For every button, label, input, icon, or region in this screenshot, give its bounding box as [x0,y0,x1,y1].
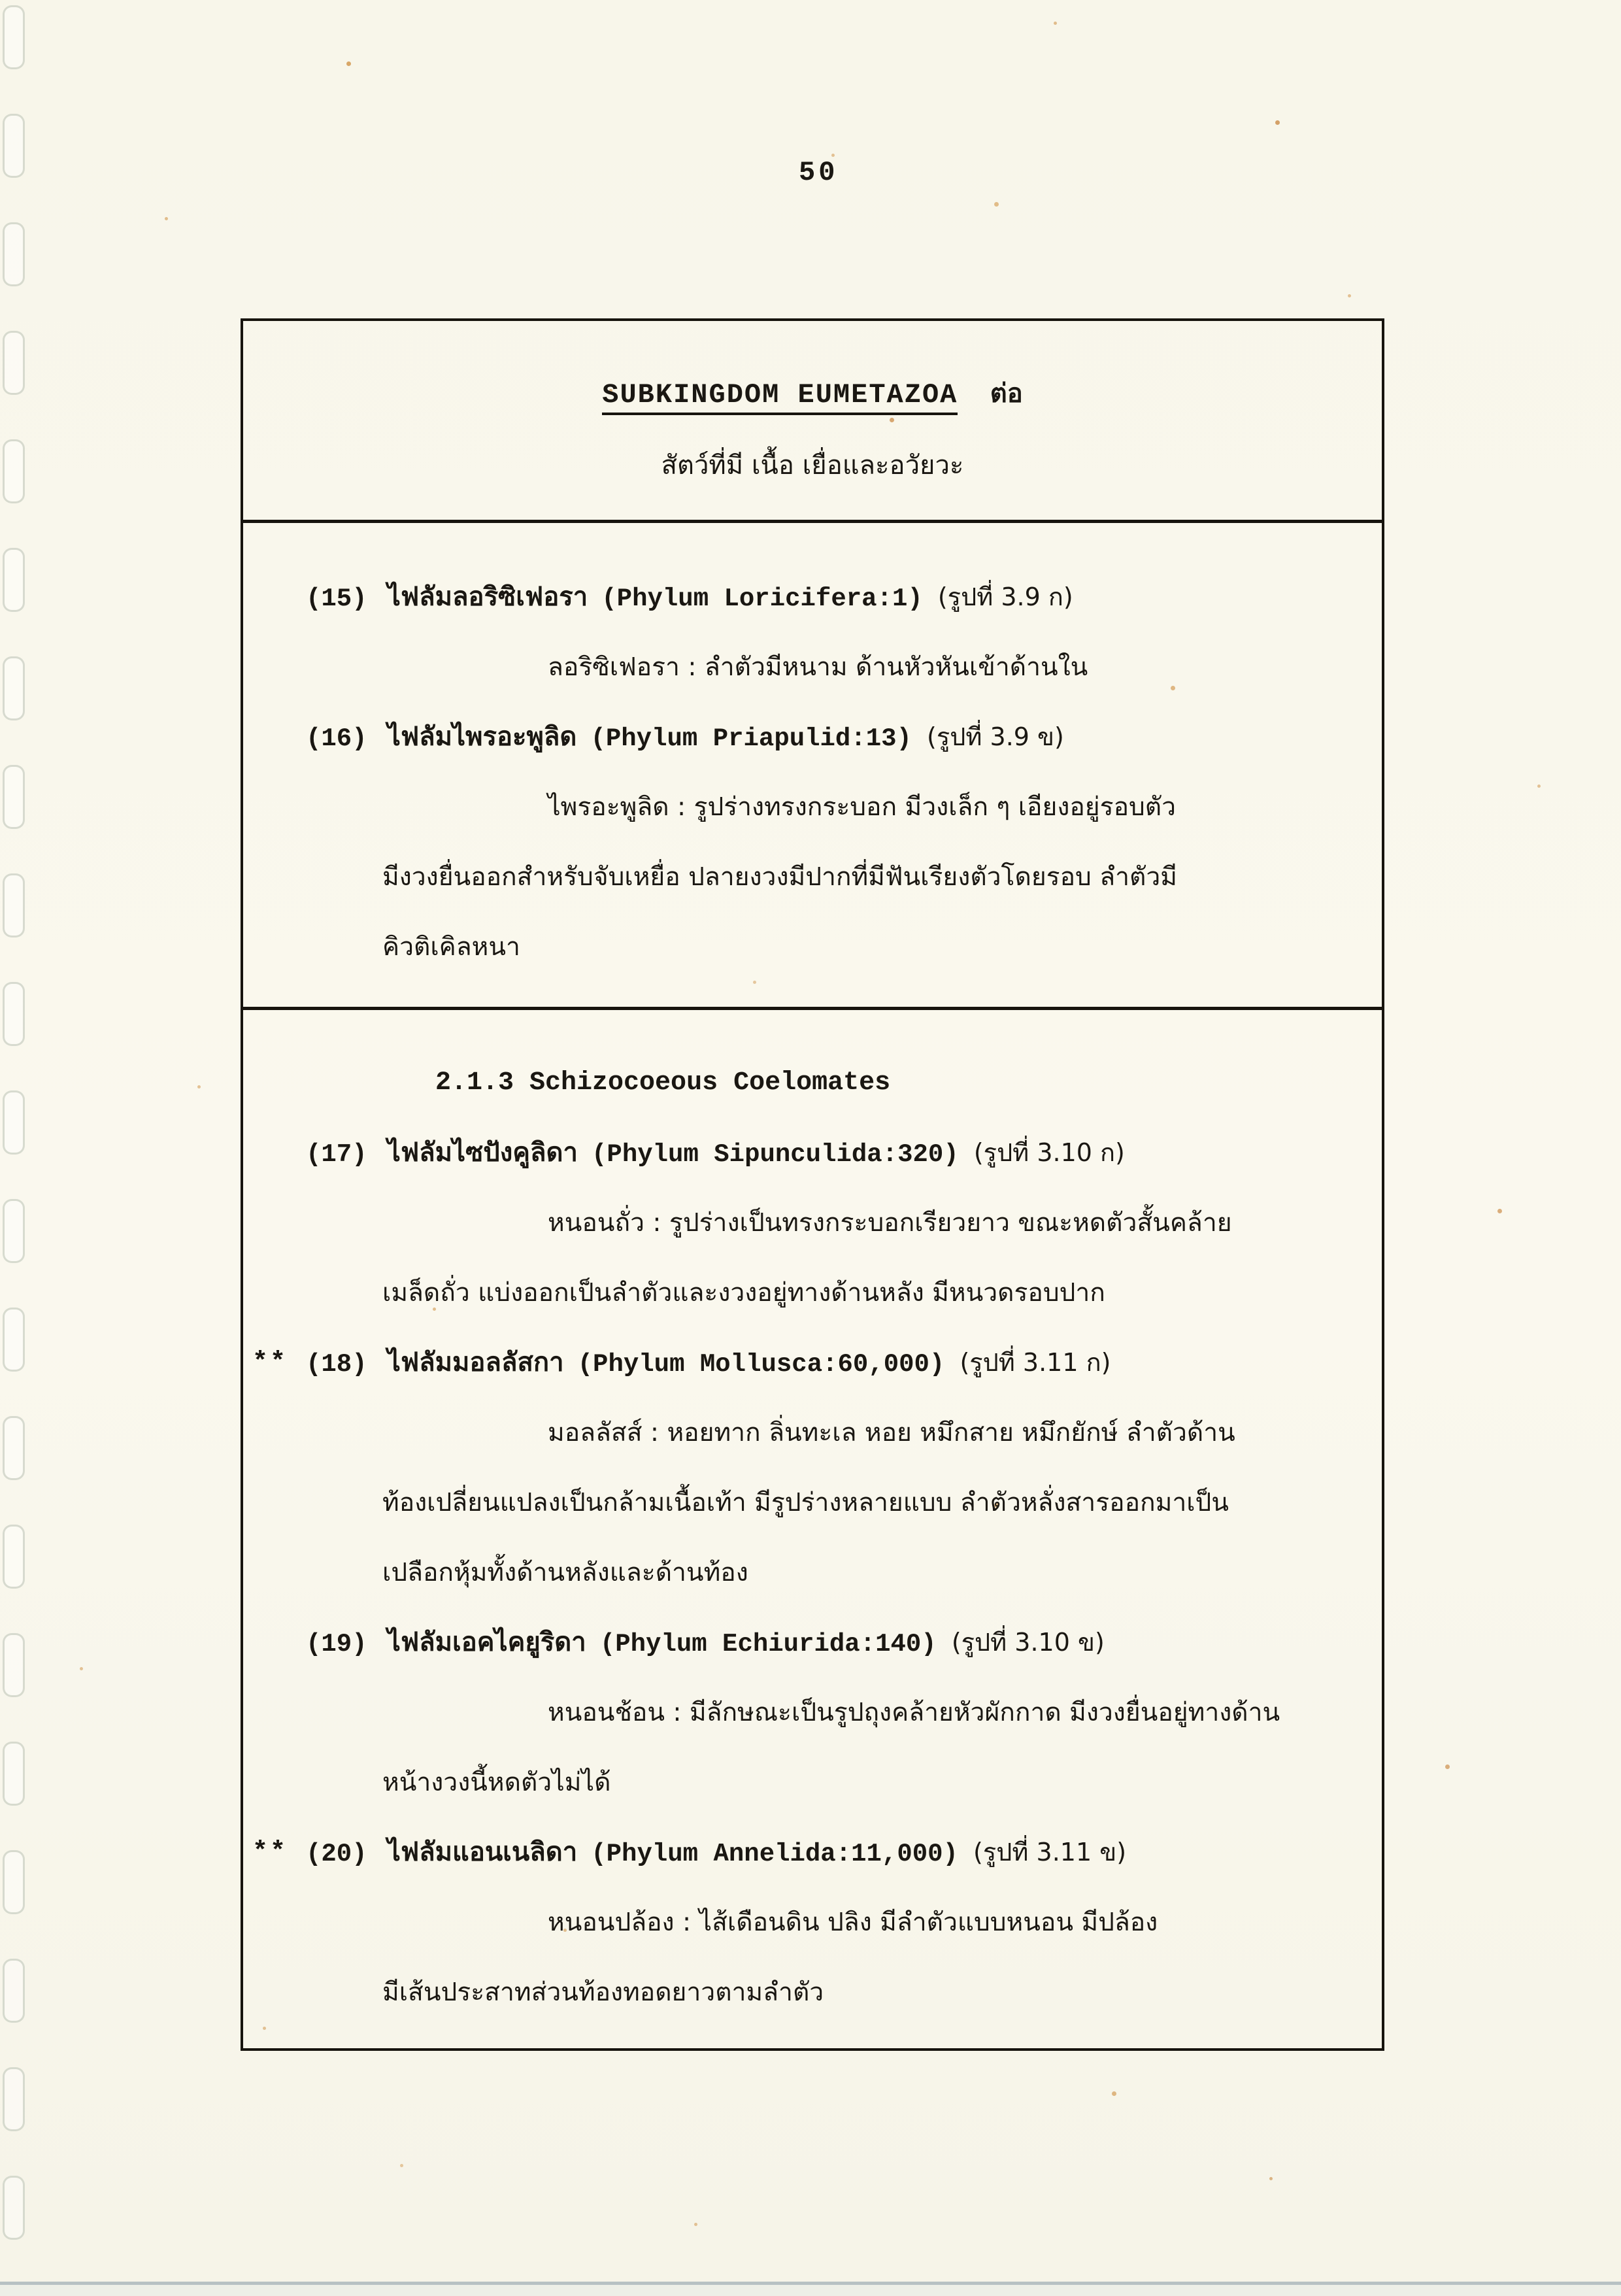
binder-hole-outline [3,2067,25,2131]
binder-hole-outline [3,439,25,503]
binder-hole-outline [3,222,25,286]
phylum-name-thai: ไฟลัมแอนเนลิดา [387,1837,578,1867]
item-17-description: เมล็ดถั่ว แบ่งออกเป็นลำตัวและงวงอยู่ทางด้านหลัง มีหนวดรอบปาก [382,1278,1105,1308]
item-18-description: ท้องเปลี่ยนแปลงเป็นกล้ามเนื้อเท้า มีรูปร่างหลายแบบ ลำตัวหลั่งสารออกมาเป็น [382,1488,1229,1517]
item-20-description: มีเส้นประสาทส่วนท้องทอดยาวตามลำตัว [382,1978,824,2007]
item-number: (20) [306,1840,367,1868]
item-19-description: หน้างวงนี้หดตัวไม่ได้ [382,1768,611,1797]
phylum-name-latin: (Phylum Echiurida:140) [599,1630,937,1659]
figure-reference: (รูปที่ 3.10 ก) [973,1138,1125,1167]
phylum-name-thai: ไฟลัมลอริซิเฟอรา [387,582,588,612]
phylum-name-latin: (Phylum Priapulid:13) [590,724,912,753]
binder-hole-outline [3,1525,25,1589]
binder-hole-outline [3,1742,25,1806]
binder-hole-outline [3,1090,25,1155]
binder-hole-outline [3,331,25,395]
phylum-item-19-heading [243,1608,1382,1678]
item-number: (17) [306,1140,367,1169]
phylum-item-18-heading [243,1328,1382,1398]
figure-reference: (รูปที่ 3.10 ข) [951,1628,1105,1657]
binder-hole-outline [3,1416,25,1480]
panel-header [243,321,1382,523]
phylum-name-thai: ไฟลัมไพรอะพูลิด [387,722,577,752]
binder-hole-outline [3,982,25,1046]
item-17-description: หนอนถั่ว : รูปร่างเป็นทรงกระบอกเรียวยาว ขณะหดตัวสั้นคล้าย [548,1208,1232,1238]
figure-reference: (รูปที่ 3.11 ข) [973,1838,1127,1866]
item-18-description: เปลือกหุ้มทั้งด้านหลังและด้านท้อง [382,1558,748,1587]
binder-hole-outline [3,114,25,178]
binder-hole-outline [3,1199,25,1263]
phylum-name-thai: ไฟลัมมอลลัสกา [387,1347,564,1377]
phylum-item-16-heading [243,702,1382,772]
binder-hole-outline [3,548,25,612]
phylum-name-latin: (Phylum Annelida:11,000) [591,1840,958,1868]
binder-hole-outline [3,2176,25,2240]
binder-hole-outline [3,1850,25,1914]
scan-page-edge-shadow [0,2285,1621,2296]
panel-subtitle: สัตว์ที่มี เนื้อ เยื่อและอวัยวะ [661,450,964,481]
binder-hole-outline [3,1959,25,2023]
binder-hole-outline [3,765,25,829]
title-continued-label: ต่อ [990,379,1023,409]
phylum-name-latin: (Phylum Sipunculida:320) [592,1140,959,1169]
double-star-marker: ** [252,1838,288,1867]
figure-reference: (รูปที่ 3.9 ก) [937,582,1073,611]
item-number: (18) [306,1350,367,1379]
subkingdom-title: SUBKINGDOM EUMETAZOA [602,379,958,415]
section-schizocoelomates [243,1010,1382,2027]
item-16-description: มีงวงยื่นออกสำหรับจับเหยื่อ ปลายงวงมีปากที่มีฟันเรียงตัวโดยรอบ ลำตัวมี [382,862,1177,892]
figure-reference: (รูปที่ 3.11 ก) [960,1348,1111,1377]
binder-hole-outline [3,1308,25,1372]
binder-hole-outline [3,1633,25,1697]
binder-hole-outline [3,873,25,937]
page-number: 50 [799,157,839,188]
item-16-description: ไพรอะพูลิด : รูปร่างทรงกระบอก มีวงเล็ก ๆ เอียงอยู่รอบตัว [548,792,1177,822]
phylum-name-latin: (Phylum Loricifera:1) [601,584,923,613]
binder-hole-outline [3,656,25,720]
content-box [241,318,1384,2051]
binder-holes-column [0,0,39,2296]
item-number: (16) [306,724,367,753]
binder-hole-outline [3,5,25,69]
item-number: (15) [306,584,367,613]
phylum-name-thai: ไฟลัมเอคไคยูริดา [387,1627,586,1657]
item-19-description: หนอนช้อน : มีลักษณะเป็นรูปถุงคล้ายหัวผักกาด มีงวงยื่นอยู่ทางด้าน [548,1698,1280,1727]
phylum-name-latin: (Phylum Mollusca:60,000) [577,1350,945,1379]
item-20-description: หนอนปล้อง : ไส้เดือนดิน ปลิง มีลำตัวแบบหนอน มีปล้อง [548,1908,1158,1937]
section-heading: 2.1.3 Schizocoeous Coelomates [435,1068,891,1098]
item-number: (19) [306,1630,367,1659]
item-15-description: ลอริซิเฟอรา : ลำตัวมีหนาม ด้านหัวหันเข้าด้านใน [548,652,1088,682]
figure-reference: (รูปที่ 3.9 ข) [927,722,1064,751]
section-pseudocoelomates [243,523,1382,1010]
item-16-description: คิวติเคิลหนา [382,932,520,962]
panel-title-line [243,372,1382,414]
phylum-item-20-heading [243,1817,1382,1887]
phylum-item-17-heading [243,1118,1382,1188]
double-star-marker: ** [252,1348,288,1377]
item-18-description: มอลลัสส์ : หอยทาก ลิ่นทะเล หอย หมึกสาย หมึกยักษ์ ลำตัวด้าน [548,1418,1235,1447]
phylum-item-15-heading [243,562,1382,632]
phylum-name-thai: ไฟลัมไซปังคูลิดา [387,1138,578,1168]
